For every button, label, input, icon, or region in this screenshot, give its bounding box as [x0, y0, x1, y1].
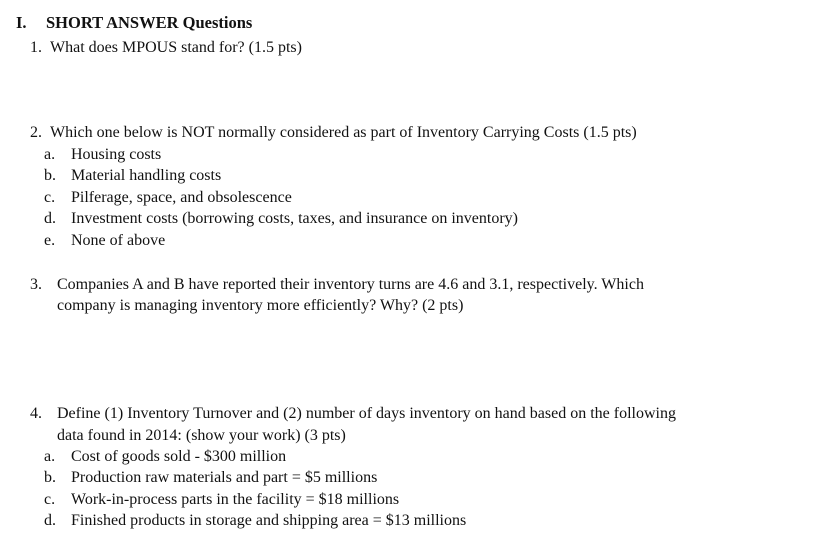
question-4-number: 4.: [30, 405, 42, 422]
question-2-option-b-letter: b.: [44, 167, 56, 184]
question-2-option-d-letter: d.: [44, 210, 56, 227]
question-1-text: What does MPOUS stand for? (1.5 pts): [50, 39, 302, 56]
question-4-option-d: Finished products in storage and shipping area = $13 millions: [71, 512, 467, 529]
section-title: SHORT ANSWER Questions: [46, 13, 253, 32]
question-3-number: 3.: [30, 276, 42, 293]
question-4-line2: data found in 2014: (show your work) (3 pts): [57, 427, 346, 444]
question-1-number: 1.: [30, 39, 42, 56]
question-2-text: Which one below is NOT normally considered as part of Inventory Carrying Costs (1.5 pts): [50, 124, 637, 141]
question-3-line1: Companies A and B have reported their inventory turns are 4.6 and 3.1, respectively. Which: [57, 276, 644, 293]
question-3-line2: company is managing inventory more efficiently? Why? (2 pts): [57, 297, 464, 314]
question-2-option-d: Investment costs (borrowing costs, taxes, and insurance on inventory): [71, 210, 519, 227]
question-2-option-b: Material handling costs: [71, 167, 222, 184]
question-4-option-b: Production raw materials and part = $5 millions: [71, 469, 378, 486]
question-2-option-a-letter: a.: [44, 146, 56, 163]
question-4-option-c-letter: c.: [44, 491, 56, 508]
question-2-option-c-letter: c.: [44, 189, 56, 206]
question-2-number: 2.: [30, 124, 42, 141]
section-numeral: I.: [16, 13, 27, 32]
question-2-option-e-letter: e.: [44, 232, 56, 249]
question-4-option-a: Cost of goods sold - $300 million: [71, 448, 287, 465]
question-4-option-a-letter: a.: [44, 448, 56, 465]
question-2-option-e: None of above: [71, 232, 166, 249]
question-4-option-d-letter: d.: [44, 512, 56, 529]
question-2-option-a: Housing costs: [71, 146, 162, 163]
question-2-option-c: Pilferage, space, and obsolescence: [71, 189, 292, 206]
section-heading: [16, 12, 27, 33]
question-4-option-c: Work-in-process parts in the facility = $18 millions: [71, 491, 400, 508]
question-4-line1: Define (1) Inventory Turnover and (2) number of days inventory on hand based on the following: [57, 405, 676, 422]
question-4-option-b-letter: b.: [44, 469, 56, 486]
